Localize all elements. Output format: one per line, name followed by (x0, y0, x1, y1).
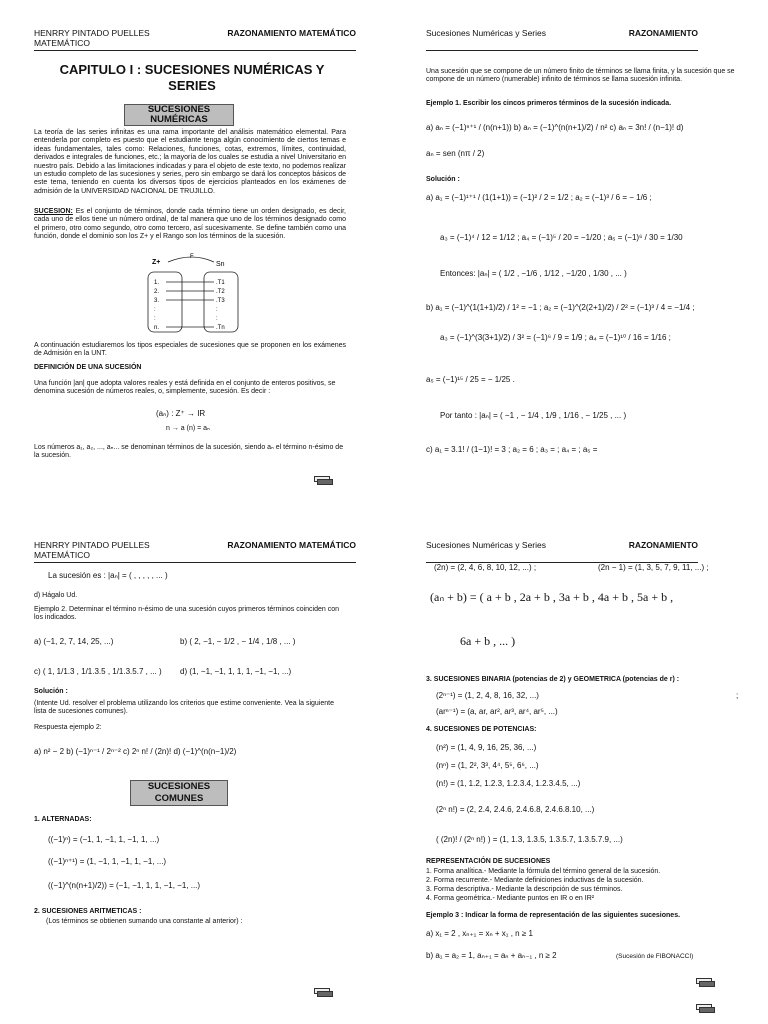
example-2-b: b) ( 2, −1, − 1/2 , − 1/4 , 1/8 , ... ) (180, 637, 296, 646)
example-2-d: d) (1, −1, −1, 1, 1, 1, −1, −1, ...) (180, 667, 292, 676)
aritmeticas-note: (Los términos se obtienen sumando una constante al anterior) : (46, 918, 243, 925)
page-header (426, 540, 698, 563)
example-1-heading: Ejemplo 1. Escribir los cincos primeros términos de la sucesión indicada. (426, 100, 672, 107)
diagram-range-item: .Tn (216, 325, 225, 331)
diagram-domain-item: 1. (154, 280, 160, 286)
definition-text: Es el conjunto de términos, donde cada término tiene un orden designado, es decir, cada uno de ellos tiene un número ordinal, de tal manera que uno de los términos designado como el primero, otro como segundo, otro como tercero, así sucesivamente. Se define también como una función, donde el dominio son los Z+ y el Rango son los términos de la sucesión. (34, 208, 346, 241)
mapping-line-1: (aₙ) : Z⁺ → IR (156, 409, 206, 418)
powers-heading: 4. SUCESIONES DE POTENCIAS: (426, 726, 537, 733)
diagram-range-label: Sn (216, 261, 225, 268)
chapter-title: CAPITULO I : SUCESIONES NUMÉRICAS Y SERIES (59, 62, 325, 93)
diagram-range-item: .T1 (216, 280, 225, 286)
alternadas-heading: 1. ALTERNADAS: (34, 816, 92, 823)
header-course: RAZONAMIENTO MATEMÁTICO (227, 28, 356, 38)
solution-label: Solución : (34, 688, 68, 695)
example-3-heading: Ejemplo 3 : Indicar la forma de representación de las siguientes sucesiones. (426, 912, 681, 919)
sequence-blank: La sucesión es : |aₙ| = ( , , , , , ... ) (48, 571, 168, 580)
diagram-range-item: .T2 (216, 289, 225, 295)
page-corner-icon (696, 978, 714, 986)
answer-d: d) Hágalo Ud. (34, 592, 78, 599)
finite-infinite-paragraph: Una sucesión que se compone de un número finito de términos se llama finita, y la sucesión que se compone de un número (numerable) infinito de términos se llama sucesión infinita. (426, 68, 735, 84)
header-course: RAZONAMIENTO (628, 28, 698, 38)
example-3-a: a) x₁ = 2 , xₙ₊₁ = xₙ + x₁ , n ≥ 1 (426, 929, 533, 938)
page-header (426, 28, 698, 51)
arithmetic-general-line-1: (aₙ + b) = ( a + b , 2a + b , 3a + b , 4a + b , 5a + b , (430, 590, 674, 604)
function-paragraph: Una función |an| que adopta valores reales y está definida en el conjunto de enteros positivos, se denomina sucesión de números reales, o, simplemente, sucesión. Es decir : (34, 380, 336, 396)
diagram-domain-item: n. (154, 325, 160, 331)
example-2-a: a) (−1, 2, 7, 14, 25, ...) (34, 637, 114, 646)
header-title: Sucesiones Numéricas y Series (426, 540, 546, 550)
page-header (34, 540, 356, 563)
diagram-range-item: : (216, 307, 218, 313)
answer-line: a) n² − 2 b) (−1)ⁿ⁻¹ / 2ⁿ⁻² c) 2ⁿ n! / (2n)! d) (−1)^(n(n−1)/2) (34, 747, 237, 756)
solution-c-line: c) a₁ = 3.1! / (1−1)! = 3 ; a₂ = 6 ; a₃ = ; a₄ = ; a₅ = (426, 445, 598, 454)
page-header (34, 28, 356, 51)
diagram-domain-item: 3. (154, 298, 160, 304)
alternadas-3: ((−1)^(n(n+1)/2)) = (−1, −1, 1, 1, −1, −1, ...) (48, 881, 201, 890)
diagram-domain-item: : (154, 316, 156, 322)
solution-b-line-1: b) a₁ = (−1)^(1(1+1)/2) / 1² = −1 ; a₂ = (−1)^(2(2+1)/2) / 2² = (−1)³ / 4 = −1/4 ; (426, 303, 695, 312)
form-analytic: 1. Forma analítica.- Mediante la fórmula del término general de la sucesión. (426, 868, 661, 875)
binary-sequence: (2ⁿ⁻¹) = (1, 2, 4, 8, 16, 32, ...) (436, 691, 539, 700)
function-diagram (140, 250, 250, 338)
header-course: RAZONAMIENTO MATEMÁTICO (227, 540, 356, 550)
geometric-heading: 3. SUCESIONES BINARIA (potencias de 2) y GEOMETRICA (potencias de r) : (426, 676, 680, 683)
form-geometric: 4. Forma geométrica.- Mediante puntos en IR o en IR² (426, 895, 595, 902)
example-1-options: a) aₙ = (−1)ⁿ⁺¹ / (n(n+1)) b) aₙ = (−1)^(n(n+1)/2) / n² c) aₙ = 3n! / (n−1)! d) (426, 123, 684, 132)
header-author: HENRRY PINTADO PUELLES MATEMÁTICO (34, 28, 150, 48)
mapping-line-2: n → a (n) = aₙ (166, 425, 210, 432)
example-3-b: b) a₁ = a₂ = 1, aₙ₊₁ = aₙ + aₙ₋₁ , n ≥ 2 (426, 951, 557, 960)
diagram-range-item: : (216, 316, 218, 322)
diagram-domain-label: Z+ (152, 259, 161, 266)
solution-b-result: Por tanto : |aₙ| = ( −1 , − 1/4 , 1/9 , 1/16 , − 1/25 , ... ) (440, 411, 627, 420)
page-corner-icon (314, 988, 332, 996)
solution-b-line-2: a₃ = (−1)^(3(3+1)/2) / 3² = (−1)⁶ / 9 = 1/9 ; a₄ = (−1)¹⁰ / 16 = 1/16 ; (440, 333, 671, 342)
diagram-domain-item: : (154, 307, 156, 313)
header-title: Sucesiones Numéricas y Series (426, 28, 546, 38)
fibonacci-note: (Sucesión de FIBONACCI) (616, 953, 694, 960)
odd-sequence: (2n − 1) = (1, 3, 5, 7, 9, 11, ...) ; (598, 563, 709, 572)
diagram-range-item: .T3 (216, 298, 225, 304)
section-box-comunes: SUCESIONES COMUNES (130, 780, 228, 806)
solution-a-line-1: a) a₁ = (−1)¹⁺¹ / (1(1+1)) = (−1)² / 2 = 1/2 ; a₂ = (−1)³ / 6 = − 1/6 ; (426, 193, 652, 202)
solution-a-result: Entonces: |aₙ| = ( 1/2 , −1/6 , 1/12 , −1/20 , 1/30 , ... ) (440, 269, 627, 278)
odd-product-sequence: ( (2n)! / (2ⁿ n!) ) = (1, 1.3, 1.3.5, 1.3.5.7, 1.3.5.7.9, ...) (436, 835, 623, 844)
double-factorial-sequence: (2ⁿ n!) = (2, 2.4, 2.4.6, 2.4.6.8, 2.4.6.8.10, ...) (436, 805, 595, 814)
page-4 (384, 512, 768, 1024)
intente-note: (Intente Ud. resolver el problema utilizando los criterios que estime conveniente. Vea la siguiente lista de sucesiones comunes). (34, 700, 334, 716)
diagram-domain-item: 2. (154, 289, 160, 295)
terms-paragraph: Los números a₁, a₂, ..., aₙ... se denominan términos de la sucesión, siendo aₙ el término n-ésimo de la sucesión. (34, 444, 344, 460)
answer-heading: Respuesta ejemplo 2: (34, 724, 102, 731)
example-1-option-d: aₙ = sen (nπ / 2) (426, 149, 485, 158)
solution-a-line-2: a₃ = (−1)⁴ / 12 = 1/12 ; a₄ = (−1)⁵ / 20 = −1/20 ; a₅ = (−1)⁶ / 30 = 1/30 (440, 233, 683, 242)
binary-separator: ; (736, 691, 739, 700)
section-box-sucesiones: SUCESIONES NUMÉRICAS (124, 104, 234, 126)
arithmetic-general-line-2: 6a + b , ... ) (460, 634, 516, 648)
definition-term: SUCESION: (34, 208, 73, 215)
even-sequence: (2n) = (2, 4, 6, 8, 10, 12, ...) ; (434, 563, 537, 572)
squares-sequence: (n²) = (1, 4, 9, 16, 25, 36, ...) (436, 743, 537, 752)
aritmeticas-heading: 2. SUCESIONES ARITMETICAS : (34, 908, 142, 915)
alternadas-1: ((−1)ⁿ) = (−1, 1, −1, 1, −1, 1, ...) (48, 835, 160, 844)
alternadas-2: ((−1)ⁿ⁺¹) = (1, −1, 1, −1, 1, −1, ...) (48, 857, 167, 866)
intro-paragraph: La teoría de las series infinitas es una rama importante del análisis matemático elemental. Para entenderla por completo es puesto que el estudiante tenga algún conocimiento de ciertos temas e ideas fundamentales, tales como: Relaciones, funciones, cotas, extremos, límites, continuidad, derivados e integrales de funciones, etc.; la mayoría de los cuales se estudia a nivel Universitario en nuestro país. Debido a las limitaciones indicadas y para el objeto de este texto, no podemos realizar un estudio completo de las sucesiones y series, pero sin embargo se dará los conceptos básicos de este tema, teniendo en cuenta los diversos tipos de ejercicios planteados en los exámenes de admisión de la UNIVERSIDAD NACIONAL DE TRUJILLO. (34, 129, 346, 195)
n-power-n-sequence: (nⁿ) = (1, 2², 3³, 4⁴, 5⁵, 6⁶, ...) (436, 761, 539, 770)
definition-paragraph (34, 208, 346, 242)
example-2-c: c) ( 1, 1/1.3 , 1/1.3.5 , 1/1.3.5.7 , ... ) (34, 667, 162, 676)
example-2-heading: Ejemplo 2. Determinar el término n-ésimo de una sucesión cuyos primeros términos coinciden con los indicados. (34, 606, 340, 622)
solution-label: Solución : (426, 176, 460, 183)
factorial-sequence: (n!) = (1, 1.2, 1.2.3, 1.2.3.4, 1.2.3.4.5, ...) (436, 779, 581, 788)
representation-heading: REPRESENTACIÓN DE SUCESIONES (426, 858, 551, 865)
continuation-paragraph: A continuación estudiaremos los tipos especiales de sucesiones que se proponen en los exámenes de Admisión en la UNT. (34, 342, 346, 358)
form-descriptive: 3. Forma descriptiva.- Mediante la descripción de sus términos. (426, 886, 623, 893)
form-recurrent: 2. Forma recurrente.- Mediante definiciones inductivas de la sucesión. (426, 877, 644, 884)
definition-heading: DEFINICIÓN DE UNA SUCESIÓN (34, 364, 142, 371)
page-1 (0, 0, 384, 512)
geometric-sequence: (arⁿ⁻¹) = (a, ar, ar², ar³, ar⁴, ar⁵, ...) (436, 707, 558, 716)
page-corner-icon-2 (696, 1004, 714, 1012)
diagram-function-label: F (190, 254, 194, 260)
page-2 (384, 0, 768, 512)
solution-b-line-3: a₅ = (−1)¹⁵ / 25 = − 1/25 . (426, 375, 515, 384)
page-3 (0, 512, 384, 1024)
header-course: RAZONAMIENTO (628, 540, 698, 550)
page-corner-icon (314, 476, 332, 484)
header-author: HENRRY PINTADO PUELLES MATEMÁTICO (34, 540, 150, 560)
